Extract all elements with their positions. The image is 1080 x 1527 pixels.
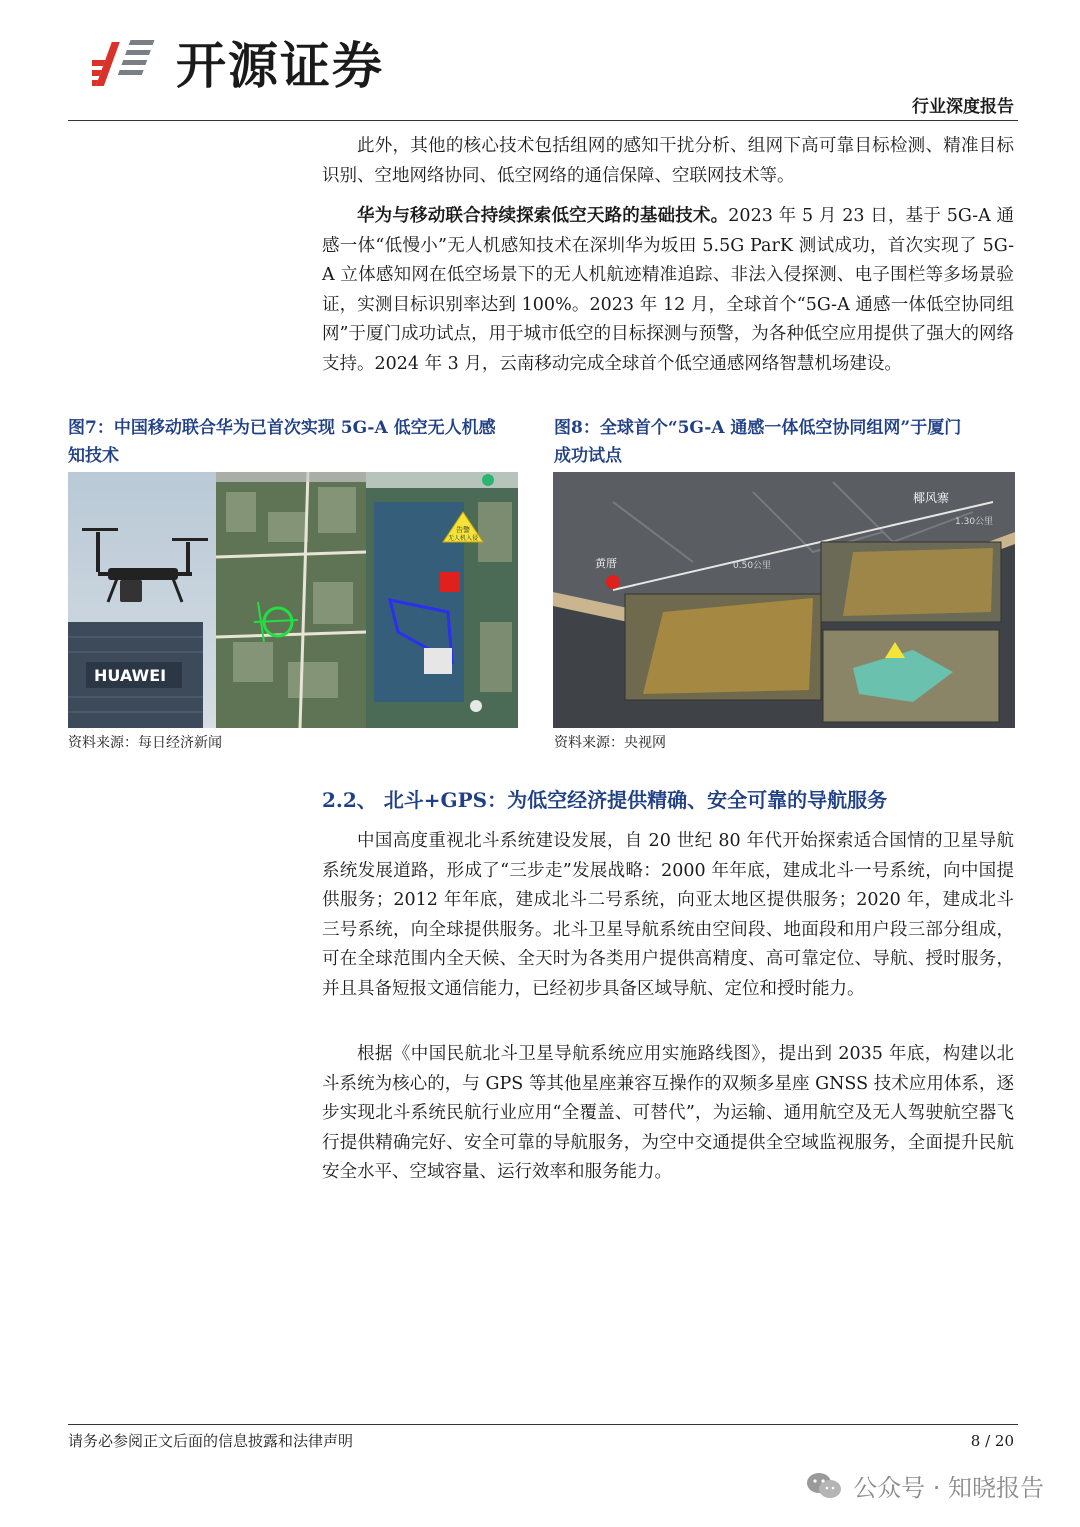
footer-divider xyxy=(68,1424,1018,1425)
header-divider xyxy=(68,120,1018,121)
place-label-2: 椰风寨 xyxy=(913,491,950,505)
figure-7-caption xyxy=(68,414,538,470)
distance-label-2: 1.30公里 xyxy=(955,517,994,527)
distance-label-1: 0.50公里 xyxy=(733,561,772,571)
wechat-icon xyxy=(805,1471,843,1501)
paragraph-core-tech: 此外，其他的核心技术包括组网的感知干扰分析、组网下高可靠目标检测、精准目标识别、空地网络协同、低空网络的通信保障、空联网技术等。 xyxy=(322,136,1014,186)
figure-7-caption-line2: 知技术 xyxy=(68,446,119,466)
figure-7-image xyxy=(68,472,518,728)
figure-8-caption-line2: 成功试点 xyxy=(554,446,622,466)
paragraph-body: 2023 年 5 月 23 日，基于 5G-A 通感一体“低慢小”无人机感知技术在深圳华为坂田 5.5G ParK 测试成功，首次实现了 5G-A 立体感知网在低空场景下的无人机航迹精准追踪、非法入侵探测、电子围栏等多场景验证，实测目标识别率达到 100%。2023 年 12 月，全球首个“5G-A 通感一体低空协同组网”于厦门成功试点，用于城市低空的目标探测与预警，为各种低空应用提供了强大的网络支持。2024 年 3 月，云南移动完成全球首个低空通感网络智慧机场建设。 xyxy=(322,206,1015,374)
location-pin-icon xyxy=(606,575,620,589)
paragraph-civil-aviation-roadmap: 根据《中国民航北斗卫星导航系统应用实施路线图》，提出到 2035 年底，构建以北斗系统为核心的，与 GPS 等其他星座兼容互操作的双频多星座 GNSS 技术应用体系，逐步实现北斗系统民航行业应用“全覆盖、可替代”，为运输、通用航空及无人驾驶航空器飞行提供精确完好、安全可靠的导航服务，为空中交通提供全空域监视服务，全面提升民航安全水平、空域容量、运行效率和服务能力。 xyxy=(322,1044,1014,1182)
paragraph-beidou-development: 中国高度重视北斗系统建设发展，自 20 世纪 80 年代开始探索适合国情的卫星导航系统发展道路，形成了“三步走”发展战略：2000 年年底，建成北斗一号系统，向中国提供服务；2012 年年底，建成北斗二号系统，向亚太地区提供服务；2020 年，建成北斗三号系统，向全球提供服务。北斗卫星导航系统由空间段、地面段和用户段三部分组成，可在全球范围内全天候、全天时为各类用户提供高精度、高可靠定位、导航、授时服务，并且具备短报文通信能力，已经初步具备区域导航、定位和授时能力。 xyxy=(322,831,1014,999)
watermark-text: 公众号 · 知晓报告 xyxy=(853,1474,1044,1502)
figure-8-caption xyxy=(554,414,1024,470)
figure-8-image xyxy=(553,472,1015,728)
footer-disclaimer: 请务必参阅正文后面的信息披露和法律声明 xyxy=(68,1432,354,1450)
figure-8-source: 资料来源：央视网 xyxy=(554,735,666,751)
section-heading: 2.2、 北斗+GPS：为低空经济提供精确、安全可靠的导航服务 xyxy=(322,788,888,812)
page-number: 8 / 20 xyxy=(970,1432,1014,1450)
brand-logo-icon xyxy=(92,36,162,96)
figure-8-aerial-map xyxy=(553,472,1015,728)
place-label-1: 黄厝 xyxy=(595,557,617,570)
alert-line2: 无人机入侵 xyxy=(447,535,479,542)
huawei-sign-text: HUAWEI xyxy=(94,666,167,685)
alert-line1: 告警 xyxy=(456,526,470,534)
figure-7-caption-line1: 图7：中国移动联合华为已首次实现 5G-A 低空无人机感 xyxy=(68,418,496,438)
china-mobile-logo-icon xyxy=(482,474,494,486)
brand-name: 开源证券 xyxy=(176,37,384,95)
figure-8-caption-line1: 图8：全球首个“5G-A 通感一体低空协同组网”于厦门 xyxy=(554,418,962,438)
watermark xyxy=(805,1468,1044,1503)
paragraph-huawei-mobile xyxy=(322,202,1014,379)
figure-7-source: 资料来源：每日经济新闻 xyxy=(68,735,222,751)
paragraph-lead-bold: 华为与移动联合持续探索低空天路的基础技术。 xyxy=(357,206,729,226)
report-type: 行业深度报告 xyxy=(912,97,1014,117)
figure-7-photo-composite xyxy=(68,472,518,728)
